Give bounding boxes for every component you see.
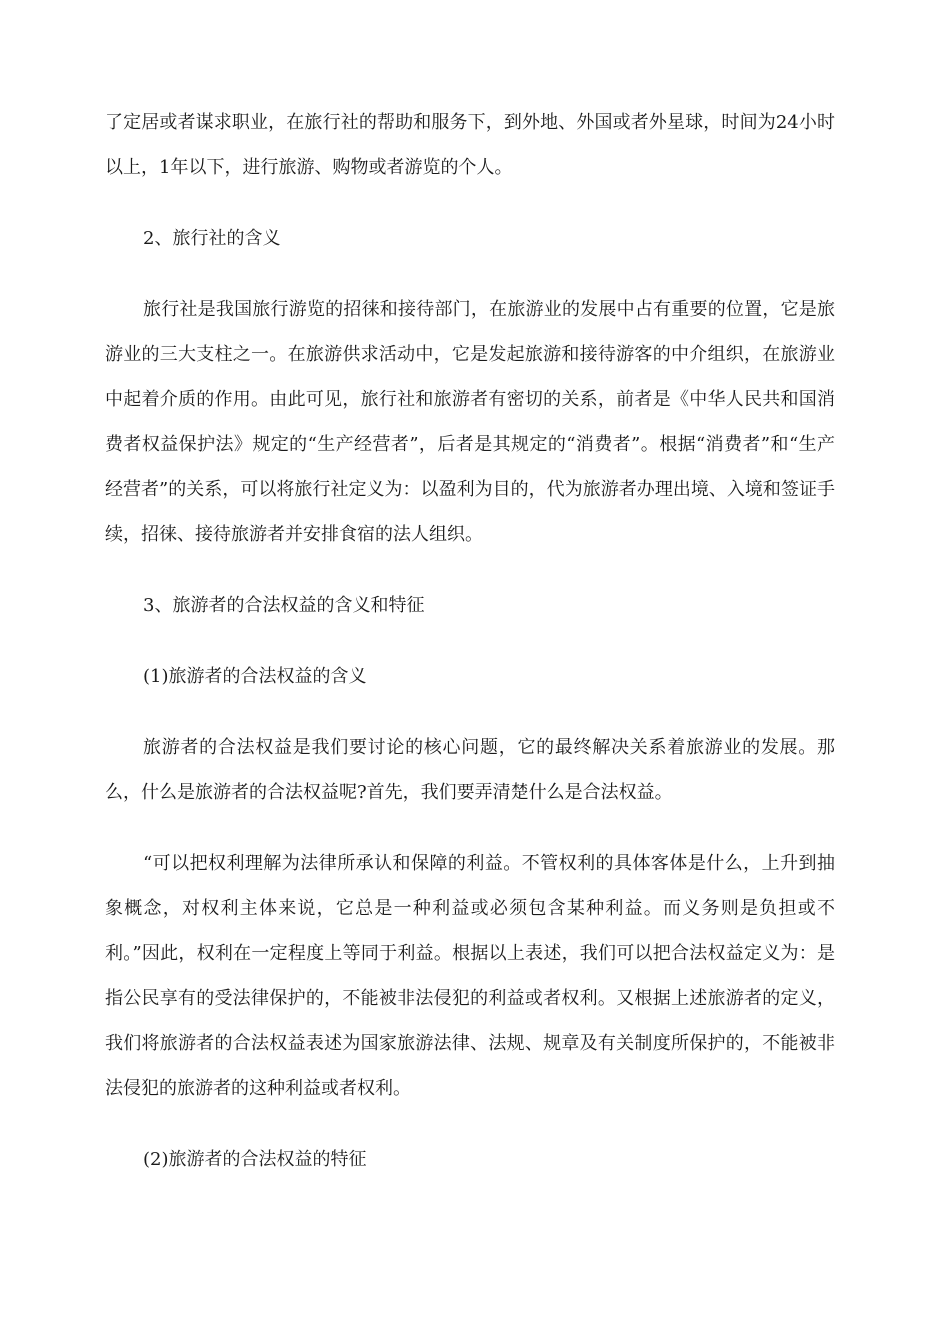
section-heading-travel-agency: 2、旅行社的含义 xyxy=(143,228,281,249)
subsection-heading-rights-meaning: (1)旅游者的合法权益的含义 xyxy=(143,666,367,687)
paragraph-rights-definition: “可以把权利理解为法律所承认和保障的利益。不管权利的具体客体是什么，上升到抽象概念，对权利主体来说，它总是一种利益或必须包含某种利益。而义务则是负担或不利。”因此，权利在一定程度上等同于利益。根据以上表述，我们可以把合法权益定义为：是指公民享有的受法律保护的，不能被非法侵犯的利益或者权利。又根据上述旅游者的定义，我们将旅游者的合法权益表述为国家旅游法律、法规、规章及有关制度所保护的，不能被非法侵犯的旅游者的这种利益或者权利。 xyxy=(105,853,835,1099)
section-heading-legal-rights: 3、旅游者的合法权益的含义和特征 xyxy=(143,595,425,616)
document-page xyxy=(105,100,835,1208)
paragraph-rights-core-issue: 旅游者的合法权益是我们要讨论的核心问题，它的最终解决关系着旅游业的发展。那么，什么是旅游者的合法权益呢?首先，我们要弄清楚什么是合法权益。 xyxy=(105,737,835,803)
paragraph-continuation: 了定居或者谋求职业，在旅行社的帮助和服务下，到外地、外国或者外星球，时间为24小时以上，1年以下，进行旅游、购物或者游览的个人。 xyxy=(105,112,835,178)
subsection-heading-rights-features: (2)旅游者的合法权益的特征 xyxy=(143,1149,367,1170)
paragraph-travel-agency-definition: 旅行社是我国旅行游览的招徕和接待部门，在旅游业的发展中占有重要的位置，它是旅游业的三大支柱之一。在旅游供求活动中，它是发起旅游和接待游客的中介组织，在旅游业中起着介质的作用。由此可见，旅行社和旅游者有密切的关系，前者是《中华人民共和国消费者权益保护法》规定的“生产经营者”，后者是其规定的“消费者”。根据“消费者”和“生产经营者”的关系，可以将旅行社定义为：以盈利为目的，代为旅游者办理出境、入境和签证手续，招徕、接待旅游者并安排食宿的法人组织。 xyxy=(105,299,835,545)
